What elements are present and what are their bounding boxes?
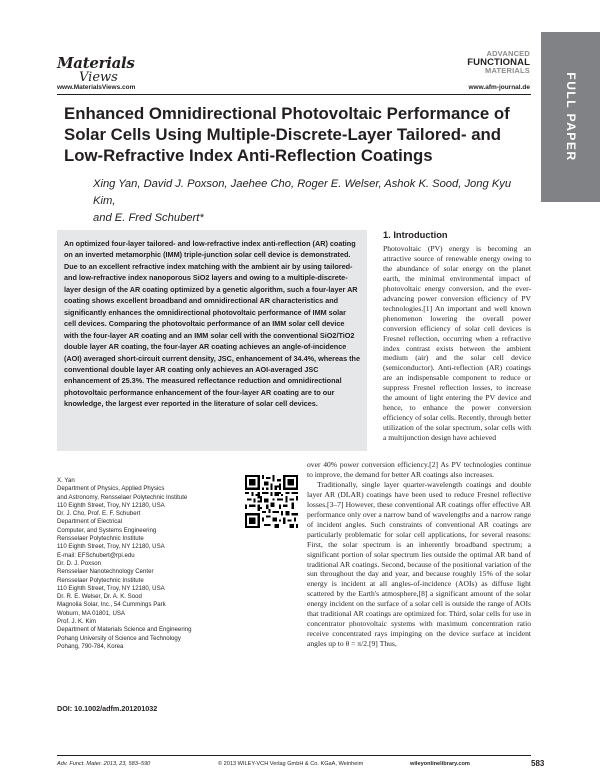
page-number: 583 xyxy=(531,759,545,768)
afm-journal-url[interactable]: www.afm-journal.de xyxy=(468,84,530,91)
affiliation-line: 110 Eighth Street, Troy, NY 12180, USA xyxy=(57,543,165,551)
affiliation-line: Rensselaer Polytechnic Institute xyxy=(57,535,144,543)
footer-website[interactable]: wileyonlinelibrary.com xyxy=(410,761,470,767)
affiliations xyxy=(57,477,237,651)
affiliation-line: Woburn, MA 01801, USA xyxy=(57,609,125,617)
logo-right-line3: MATERIALS xyxy=(485,66,530,75)
affiliation-line: 110 Eighth Street, Troy, NY 12180, USA xyxy=(57,501,165,509)
affiliation-line: Dr. J. Cho, Prof. E. F. Schubert xyxy=(57,510,141,518)
affiliation-line: Pohang University of Science and Technology xyxy=(57,634,181,642)
article-title: Enhanced Omnidirectional Photovoltaic Performance of Solar Cells Using Multiple-Discrete-Layer Tailored- and Low-Refractive Index Anti-Reflection Coatings xyxy=(64,104,510,165)
materials-views-url[interactable]: www.MaterialsViews.com xyxy=(57,84,136,91)
affiliation-line: Department of Materials Science and Engineering xyxy=(57,626,192,634)
materials-views-logo xyxy=(57,54,135,88)
affiliation-line: Rensselaer Polytechnic Institute xyxy=(57,576,144,584)
section-heading: 1. Introduction xyxy=(383,230,448,240)
intro-column: Photovoltaic (PV) energy is becoming an attractive source of renewable energy owing to the abundance of solar energy on the planet earth, the minimal environmental impact of photovoltaic energy conversion, and the ever-advancing power conversion efficiency of PV technologies.[1] An important and well known phenomenon lowering the overall power conversion efficiency of solar cell devices is Fresnel reflection, occurring when a refractive index contrast exists between the ambient medium (air) and the solar cell device (semiconductor). Anti-reflection (AR) coatings are an indispensable component to reduce or suppress Fresnel reflection losses, to increase the amount of light entering the PV device and hence, to enhance the power conversion efficiency of solar cells. Recently, through better utilization of the solar spectrum, solar cells with a multijunction design have achieved xyxy=(383,244,531,443)
affiliation-line: Rensselaer Nanotechnology Center xyxy=(57,568,154,576)
full-paper-tab xyxy=(541,32,600,202)
afm-logo xyxy=(448,50,530,75)
authors-line1: Xing Yan, David J. Poxson, Jaehee Cho, Roger E. Welser, Ashok K. Sood, Jong Kyu Kim, xyxy=(93,178,512,207)
intro-para2: Traditionally, single layer quarter-wavelength coatings and double layer AR (DLAR) coatings have been used to reduce Fresnel reflective losses.[3–7] However, these conventional AR coatings offer effective AR performance only over a narrow band of wavelengths and a narrow range of incident angles. Such constraints of conventional AR coatings are particularly problematic for solar cell applications, for several reasons: First, the solar spectrum is an inherently broadband spectrum; a significant portion of solar spectrum lies outside the optimal AR band of traditional AR coatings. Second, because of the positional variation of the sun throughout the day and year, and because roughly 15% of the solar energy is incident at all angles-of-incidence (AOIs) as diffuse light scattered by the Earth's atmosphere,[8] a significant amount of the solar energy incident on the surface of a solar cell is outside the range of AOIs that traditional AR coatings are optimized for. Third, solar cells for use in concentrator photovoltaic systems with maximum concentration ratio receive concentrated rays impinging on the device surface at incident angles up to θ = π/2.[9] Thus, xyxy=(307,479,531,649)
full-paper-label: FULL PAPER xyxy=(563,72,578,162)
logo-left-line2: Views xyxy=(79,70,118,85)
affiliation-line: and Astronomy, Rensselaer Polytechnic Institute xyxy=(57,493,188,501)
footer-copyright: © 2013 WILEY-VCH Verlag GmbH & Co. KGaA, Weinheim xyxy=(218,761,364,767)
footer-divider xyxy=(57,755,531,756)
header-divider xyxy=(57,94,531,95)
affiliation-line: Pohang, 790-784, Korea xyxy=(57,642,124,650)
authors-line2: and E. Fred Schubert* xyxy=(93,212,204,224)
logo-right-line2: FUNCTIONAL xyxy=(467,56,530,68)
qr-code[interactable] xyxy=(245,475,298,528)
affiliation-line: X. Yan xyxy=(57,477,75,484)
affiliation-line: Dr. D. J. Poxson xyxy=(57,559,102,567)
affiliation-line: Prof. J. K. Kim xyxy=(57,618,96,626)
affiliation-line: Magnolia Solar, Inc., 54 Cummings Park xyxy=(57,601,166,609)
intro-para1-end: over 40% power conversion efficiency.[2] As PV technologies continue to improve, the demand for better AR coatings also increases. xyxy=(307,460,531,479)
affiliation-line: 110 Eighth Street, Troy, NY 12180, USA xyxy=(57,584,165,592)
affiliation-line: Dr. R. E. Welser, Dr. A. K. Sood xyxy=(57,593,142,601)
affiliation-line: Department of Electrical xyxy=(57,518,123,526)
footer-citation: Adv. Funct. Mater. 2013, 23, 583–590 xyxy=(57,761,151,767)
doi[interactable]: DOI: 10.1002/adfm.201201032 xyxy=(57,704,158,713)
logo-right-line1: ADVANCED xyxy=(486,49,530,58)
affiliation-line: Department of Physics, Applied Physics xyxy=(57,485,165,493)
affiliation-line: E-mail: EFSchubert@rpi.edu xyxy=(57,551,135,559)
intro-continued xyxy=(307,460,531,649)
abstract-box xyxy=(57,230,367,451)
logo-left-line1: Materials xyxy=(57,54,135,72)
author-list xyxy=(93,176,533,227)
abstract-text: An optimized four-layer tailored- and low-refractive index anti-reflection (AR) coating on an inverted metamorphic (IMM) triple-junction solar cell device is demonstrated. Due to an excellent refractive index matching with the ambient air by using tailored- and low-refractive index nanoporous SiO2 layers and owing to a multiple-discrete-layer design of the AR coating optimized by a genetic algorithm, such a four-layer AR coating shows excellent broadband and omnidirectional AR characteristics and significantly enhances the omnidirectional photovoltaic performance of IMM solar cell devices. Comparing the photovoltaic performance of an IMM solar cell device with the four-layer AR coating and an IMM solar cell with the conventional SiO2/TiO2 double layer AR coating, the four-layer AR coating achieves an angle-of-incidence (AOI) averaged short-circuit current density, JSC, enhancement of 34.4%, whereas the conventional double layer AR coating only achieves an AOI-averaged JSC enhancement of 25.3%. The measured reflectance reduction and omnidirectional photovoltaic performance enhancement of the four-layer AR coating are to our knowledge, the largest ever reported in the literature of solar cell devices. xyxy=(64,239,360,409)
affiliation-line: Computer, and Systems Engineering xyxy=(57,526,157,534)
